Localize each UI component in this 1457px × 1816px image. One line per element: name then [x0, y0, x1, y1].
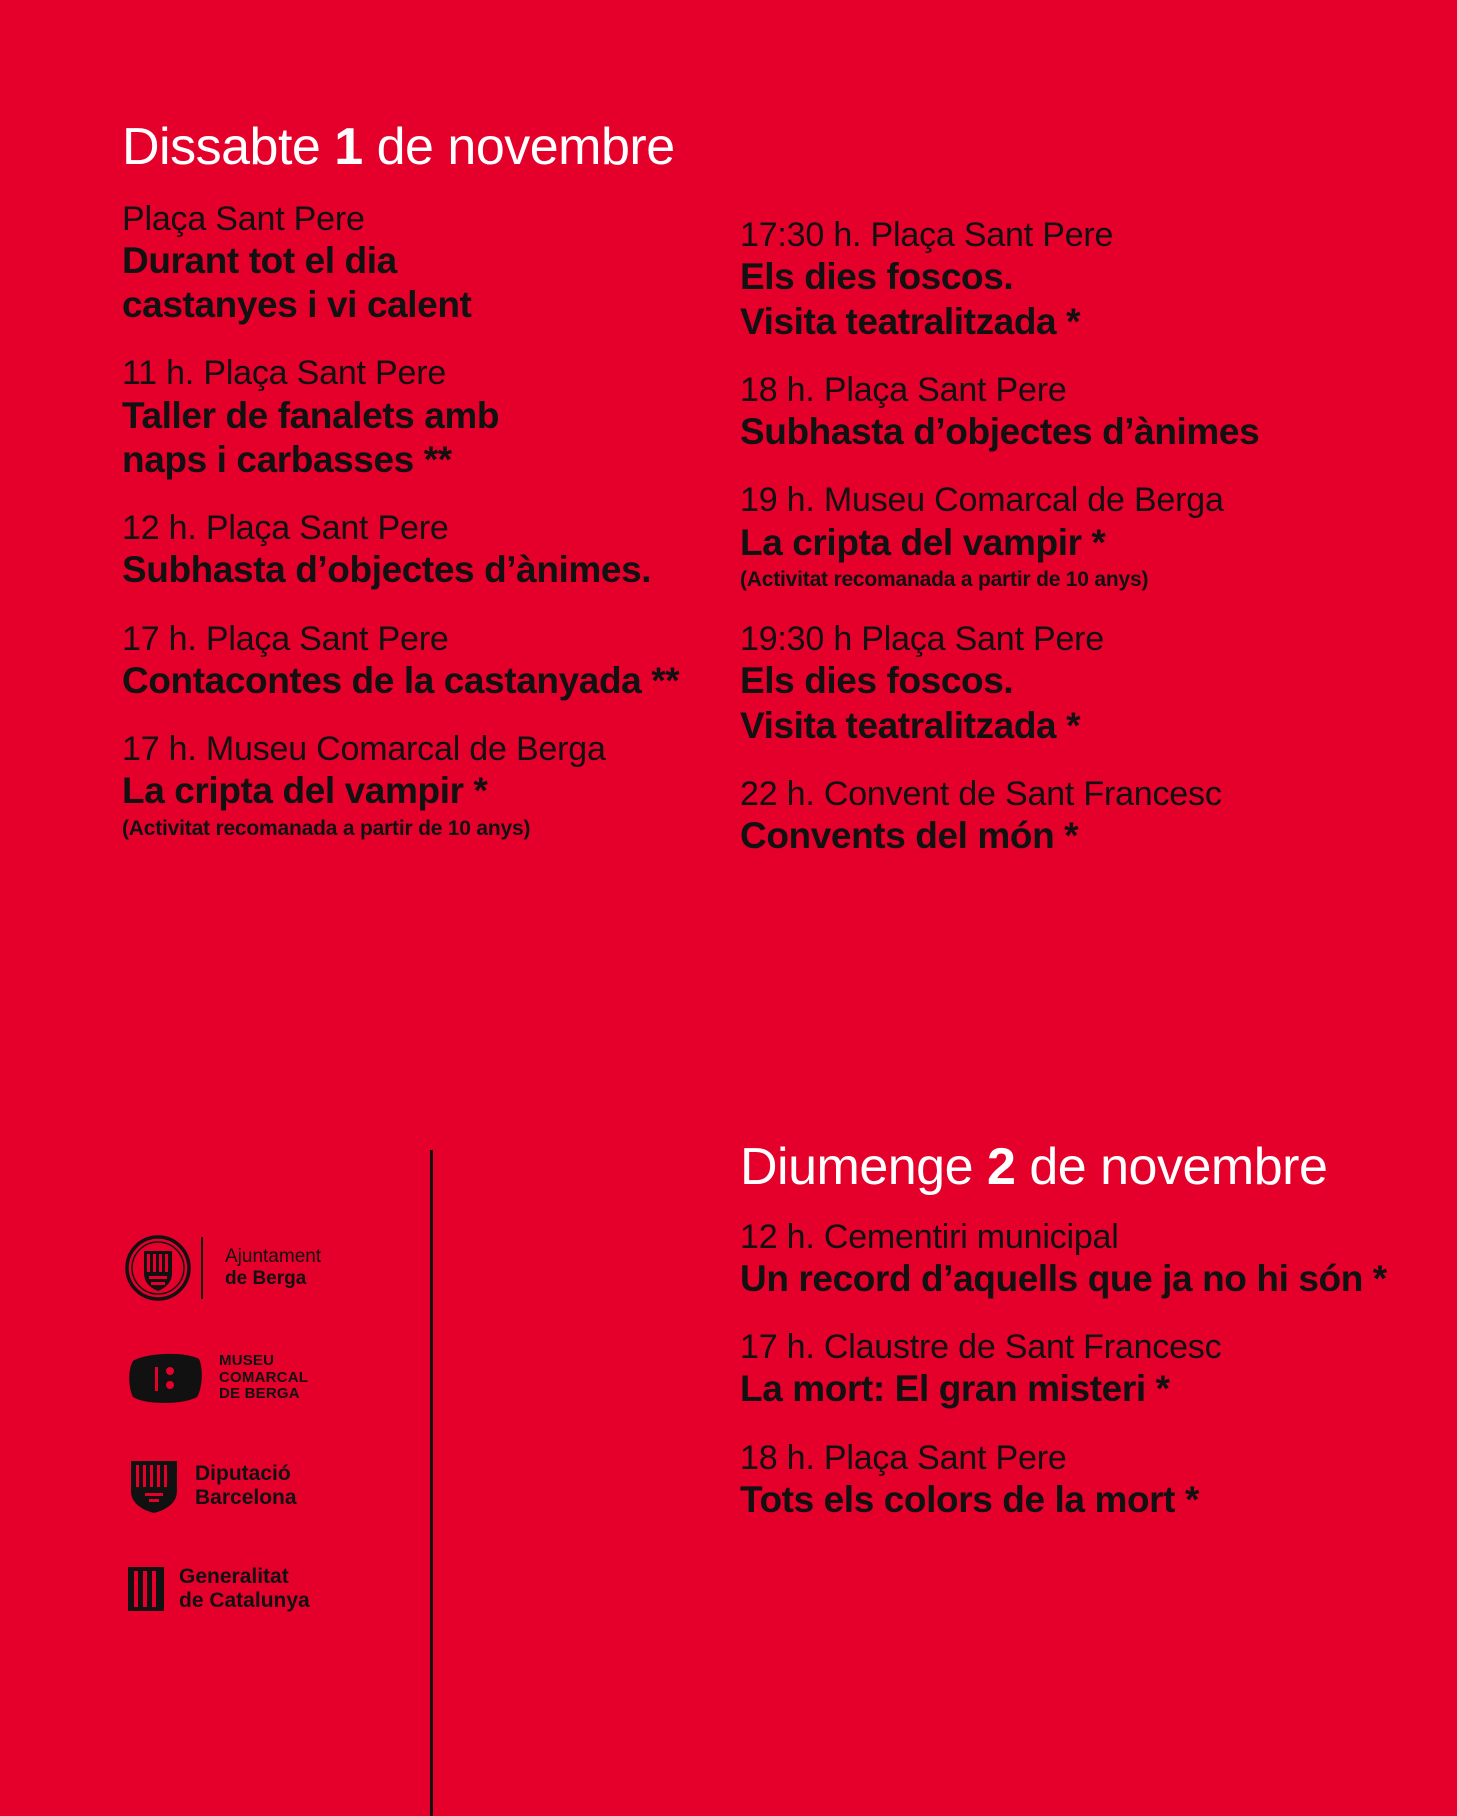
event-place: 17:30 h. Plaça Sant Pere — [740, 216, 1114, 254]
event-place: 22 h. Convent de Sant Francesc — [740, 775, 1222, 814]
event-place: 19:30 h Plaça Sant Pere — [740, 620, 1104, 659]
saturday-column-left — [122, 120, 722, 868]
berga-coat-of-arms-icon — [125, 1235, 191, 1301]
logo-museu-comarcal-de-berga — [125, 1347, 415, 1409]
event-item — [740, 774, 1400, 859]
sunday-heading-suffix: de novembre — [1015, 1138, 1328, 1196]
logo-label — [195, 1462, 297, 1510]
event-place: 17 h. Claustre de Sant Francesc — [740, 1328, 1222, 1367]
event-item — [740, 370, 1400, 455]
logo-diputacio-barcelona — [125, 1455, 415, 1517]
logo-label — [219, 1353, 308, 1403]
logo-divider — [201, 1237, 203, 1299]
logo-label-line1: Generalitat — [179, 1565, 289, 1589]
event-title-line2: castanyes i vi calent — [122, 284, 472, 326]
event-title-line1: La mort: El gran misteri * — [740, 1368, 1170, 1410]
event-item — [122, 619, 722, 704]
sunday-heading — [740, 1140, 1420, 1195]
logo-label-line1: Diputació — [195, 1462, 291, 1486]
event-title-line1: Subhasta d’objectes d’ànimes — [740, 411, 1260, 452]
event-title-line2: naps i carbasses ** — [122, 438, 452, 480]
vertical-divider — [430, 1150, 433, 1816]
event-title-line1: Convents del món * — [740, 815, 1079, 857]
event-item — [122, 508, 722, 593]
event-title-line2: Visita teatralitzada * — [740, 300, 1081, 342]
logo-label-line1: MUSEU — [219, 1351, 275, 1369]
event-place: 19 h. Museu Comarcal de Berga — [740, 481, 1224, 520]
event-title-line1: Els dies foscos. — [740, 660, 1014, 702]
logo-label-line2: de Berga — [225, 1268, 307, 1289]
event-title-line1: Un record d’aquells que ja no hi són * — [740, 1257, 1387, 1299]
event-place: Plaça Sant Pere — [122, 199, 365, 238]
sunday-heading-prefix: Diumenge — [740, 1138, 987, 1196]
event-item — [740, 619, 1400, 748]
event-title-line1: La cripta del vampir * — [122, 770, 488, 812]
event-item — [122, 729, 722, 842]
logo-label — [179, 1565, 310, 1613]
event-note: (Activitat recomanada a partir de 10 anys) — [740, 567, 1149, 591]
event-item — [740, 215, 1400, 344]
event-item — [122, 199, 722, 328]
logo-label-line1: Ajuntament — [225, 1246, 322, 1268]
event-place: 12 h. Cementiri municipal — [740, 1217, 1119, 1256]
saturday-heading-prefix: Dissabte — [122, 118, 335, 176]
diputacio-barcelona-icon — [125, 1455, 183, 1517]
logo-label-line2: de Catalunya — [179, 1589, 310, 1612]
event-title-line1: La cripta del vampir * — [740, 521, 1106, 563]
sunday-column — [740, 1140, 1420, 1548]
event-title-line1: Tots els colors de la mort * — [740, 1478, 1199, 1520]
saturday-heading-number: 1 — [334, 118, 363, 176]
event-place: 17 h. Plaça Sant Pere — [122, 619, 449, 658]
event-item — [740, 1327, 1420, 1412]
event-place: 17 h. Museu Comarcal de Berga — [122, 730, 606, 769]
event-place: 18 h. Plaça Sant Pere — [740, 1438, 1067, 1477]
event-item — [740, 1217, 1420, 1302]
sunday-heading-number: 2 — [986, 1138, 1016, 1196]
logo-ajuntament-de-berga — [125, 1235, 415, 1301]
event-title-line1: Subhasta d’objectes d’ànimes. — [122, 549, 652, 591]
event-title-line1: Taller de fanalets amb — [122, 394, 500, 436]
museu-comarcal-icon — [125, 1347, 207, 1409]
sponsor-logos — [125, 1235, 415, 1661]
logo-generalitat-de-catalunya — [125, 1563, 415, 1615]
event-item — [122, 353, 722, 482]
event-title-line2: Visita teatralitzada * — [740, 704, 1081, 746]
event-title-line1: Els dies foscos. — [740, 256, 1014, 298]
logo-label-line2: COMARCAL — [219, 1368, 309, 1386]
saturday-heading-suffix: de novembre — [362, 118, 675, 176]
event-title-line1: Contacontes de la castanyada ** — [122, 659, 680, 701]
saturday-heading — [122, 120, 722, 175]
logo-label-line2: Barcelona — [195, 1486, 297, 1509]
logo-label-line3: DE BERGA — [219, 1385, 300, 1403]
event-item — [740, 1438, 1420, 1523]
event-note: (Activitat recomanada a partir de 10 anys) — [122, 816, 531, 840]
logo-label — [225, 1246, 321, 1289]
event-title-line1: Durant tot el dia — [122, 239, 397, 281]
event-place: 12 h. Plaça Sant Pere — [122, 509, 449, 548]
saturday-column-right — [740, 215, 1400, 885]
event-place: 18 h. Plaça Sant Pere — [740, 370, 1067, 409]
event-item — [740, 480, 1400, 593]
generalitat-catalunya-icon — [125, 1563, 167, 1615]
event-place: 11 h. Plaça Sant Pere — [122, 354, 447, 393]
